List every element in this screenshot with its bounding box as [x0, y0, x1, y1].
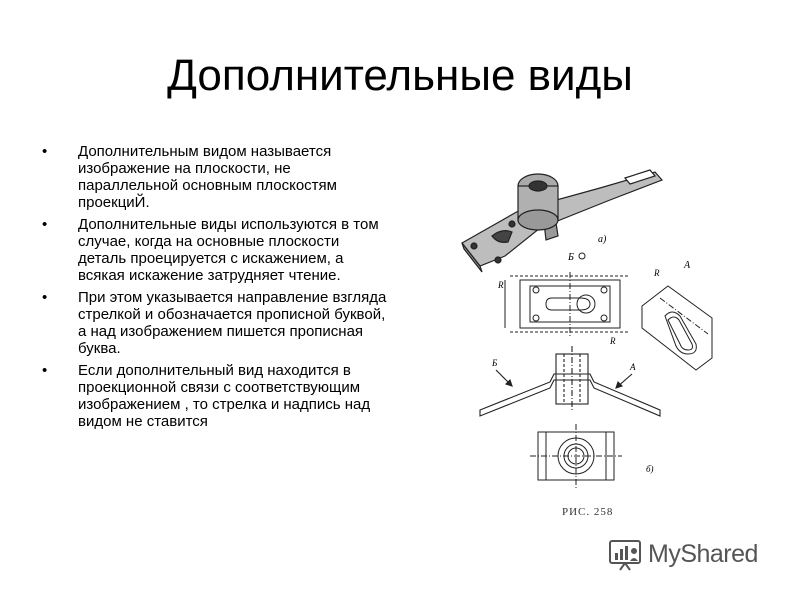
bullet-text: Если дополнительный вид находится в проекционной связи с соответствующим изображением , то стрелка и надпись над видом не ставится	[78, 362, 371, 430]
label-a-view: А	[684, 260, 691, 271]
bullet-list	[40, 143, 390, 435]
bullet-text: Дополнительные виды используются в том случае, когда на основные плоскости деталь проецируется с искажением, а всякая искажение затрудняет чтение.	[78, 216, 379, 284]
isometric-part	[462, 170, 662, 272]
bullet-item	[40, 289, 390, 357]
rotation-icon	[579, 253, 585, 259]
logo[interactable]	[608, 534, 758, 574]
front-view-drawing	[480, 346, 660, 416]
bullet-dot: •	[42, 143, 48, 160]
label-r-bottom: R	[610, 336, 616, 346]
label-r-right: R	[654, 268, 660, 278]
bullet-dot: •	[42, 289, 48, 306]
technical-drawing-figure	[450, 148, 720, 528]
bullet-dot: •	[42, 216, 48, 233]
slide-title: Дополнительные виды	[167, 51, 633, 100]
bullet-text: Дополнительным видом называется изображение на плоскости, не параллельной основным плоскостям проекциЙ.	[78, 143, 337, 211]
bullet-text: При этом указывается направление взгляда стрелкой и обозначается прописной буквой, а над изображением пишется прописная буква.	[78, 289, 387, 357]
logo-text: MyShared	[648, 539, 758, 568]
bottom-view-drawing	[530, 424, 622, 488]
view-b-drawing	[505, 272, 630, 338]
bullet-item	[40, 143, 390, 211]
bullet-dot: •	[42, 362, 48, 379]
bullet-item	[40, 216, 390, 284]
label-a-arrow: А	[630, 362, 636, 372]
view-a-drawing	[642, 286, 712, 370]
figure-caption: РИС. 258	[562, 506, 614, 518]
bar-chart-person-icon	[608, 537, 642, 571]
label-b-bottom: б)	[646, 464, 654, 474]
label-b-arrow: Б	[492, 358, 498, 368]
technical-drawing	[450, 148, 720, 528]
label-b-view: Б	[568, 252, 574, 263]
bullet-item	[40, 362, 390, 430]
label-r-left: R	[498, 280, 504, 290]
label-a-part: а)	[598, 234, 607, 245]
